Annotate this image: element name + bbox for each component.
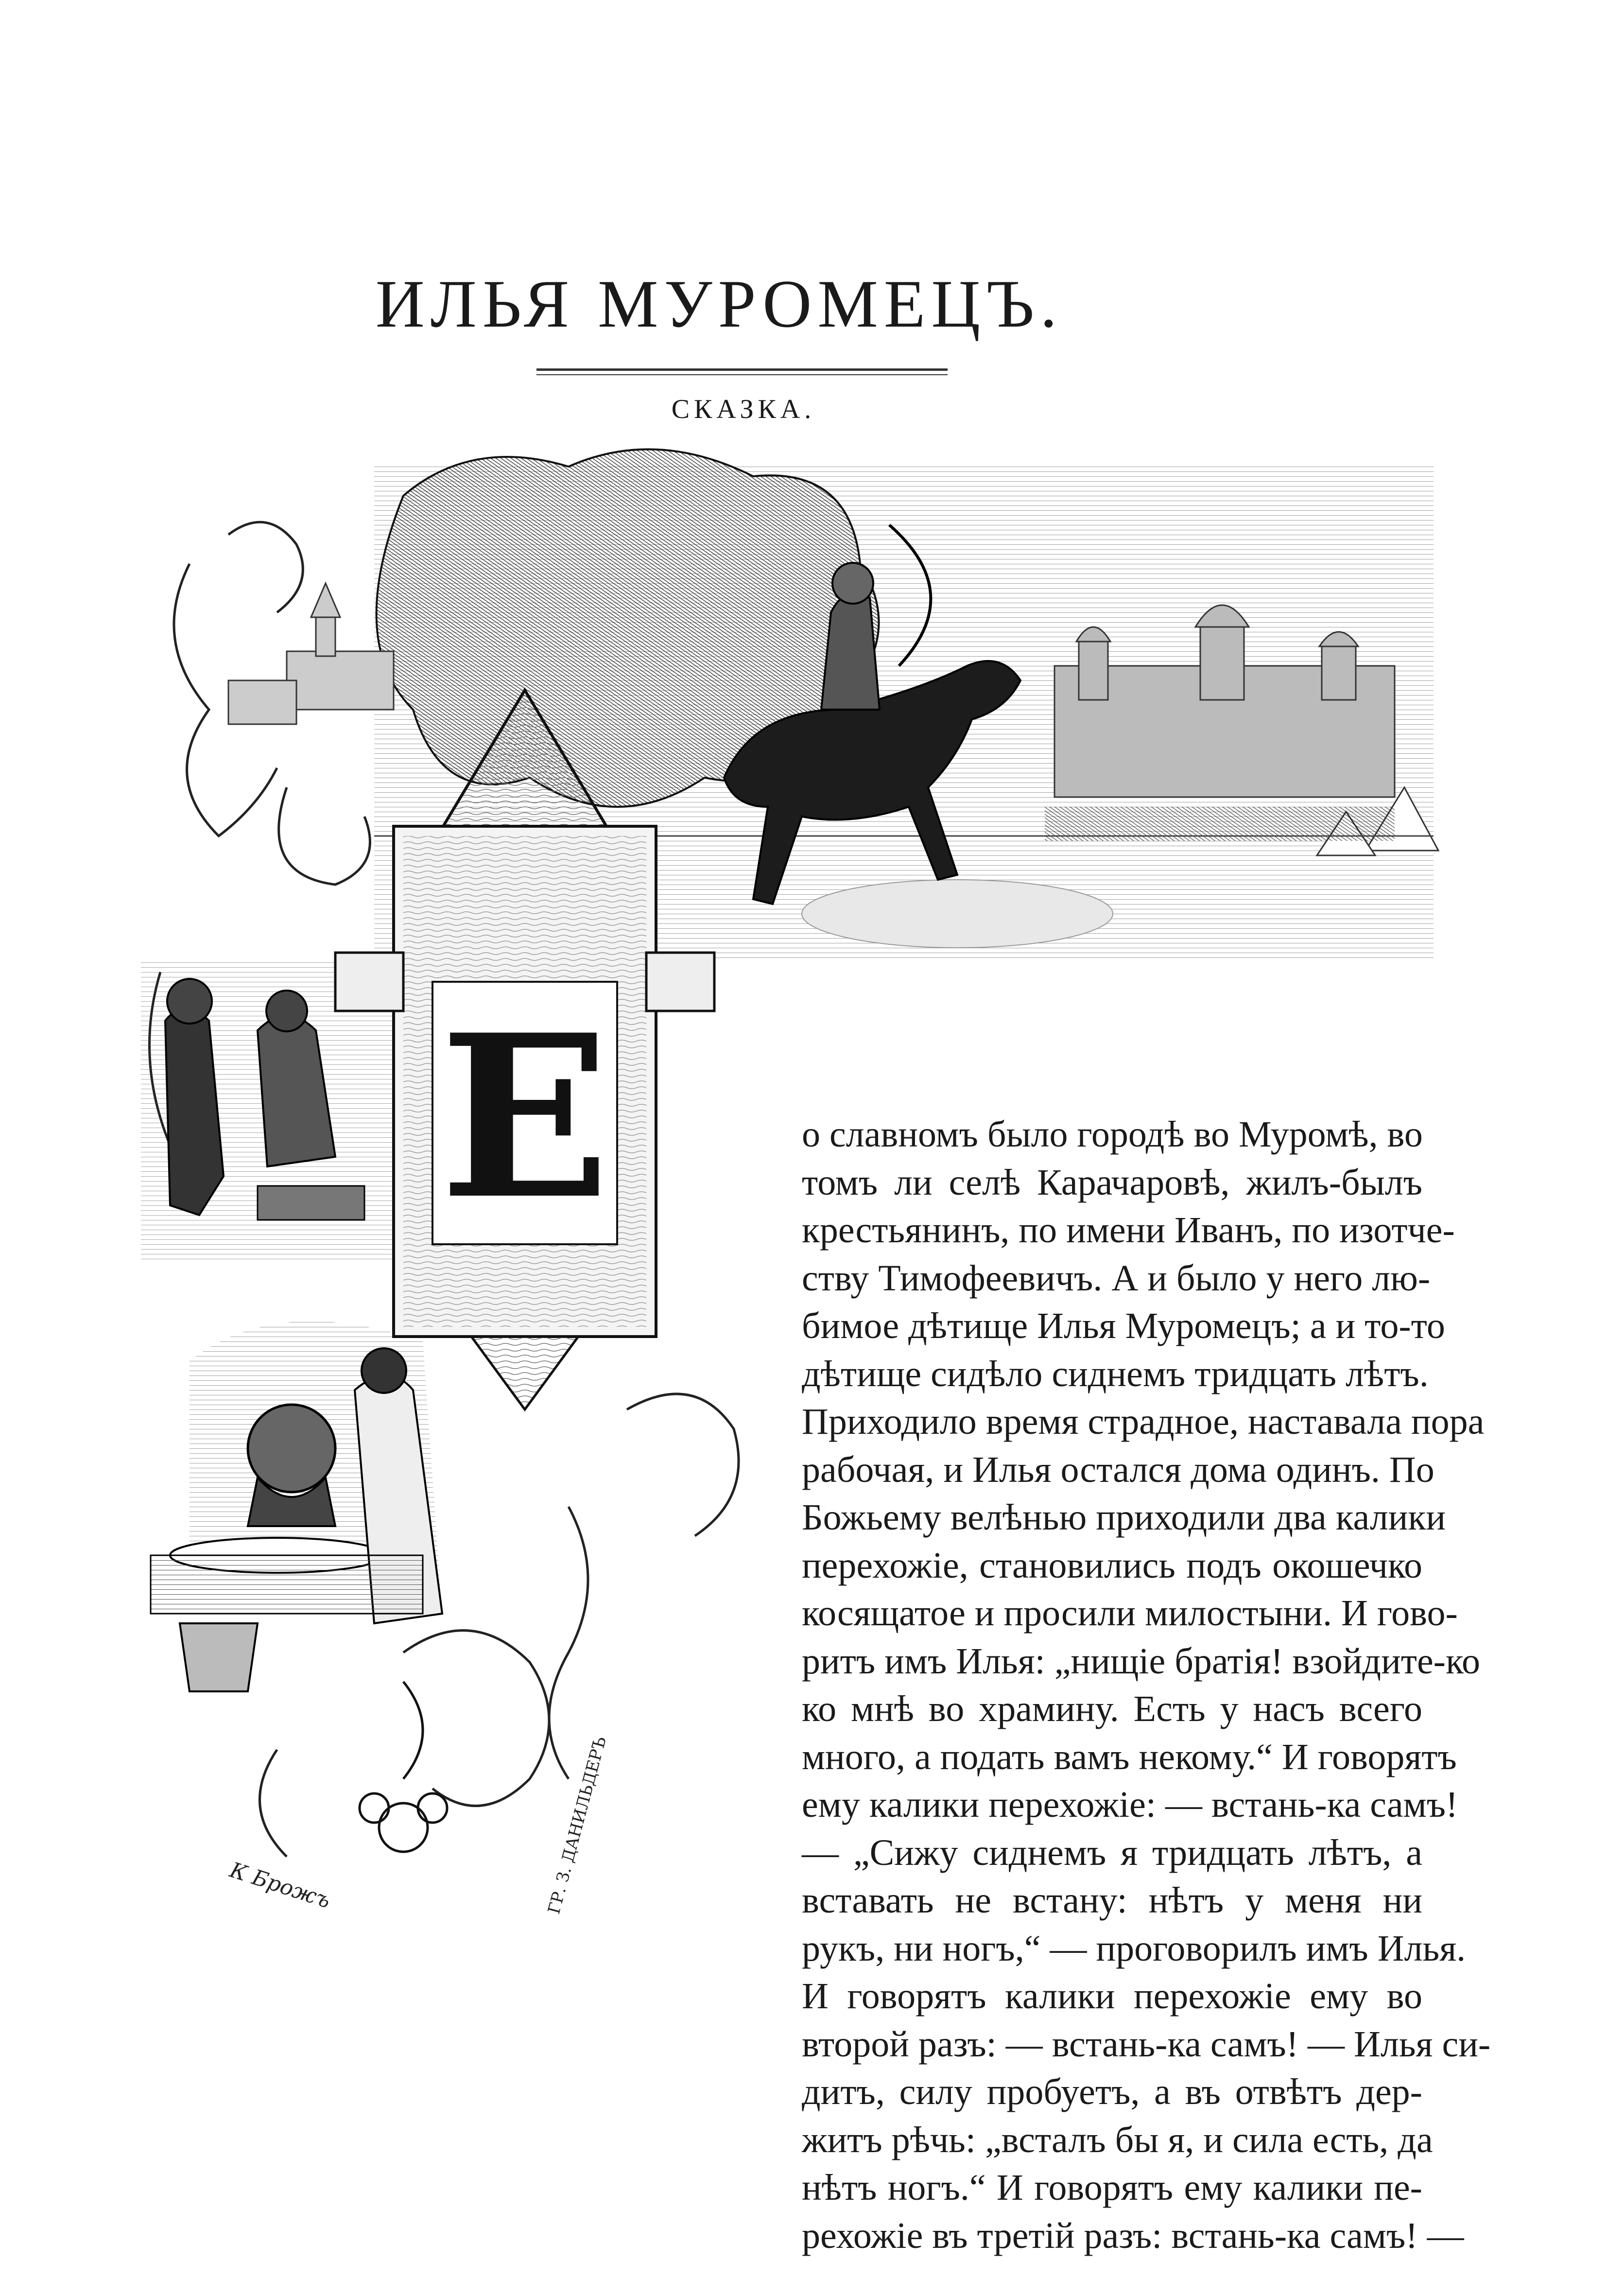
page-title: ИЛЬЯ МУРОМЕЦЪ. (375, 266, 1063, 342)
text-line: И говорятъ калики перехожіе ему во (802, 1976, 1422, 2017)
flourish-ornament (360, 1682, 447, 1852)
text-line: Божьему велѣнью приходили два калики (802, 1497, 1446, 1538)
text-line: дѣтище сидѣло сиднемъ тридцать лѣтъ. (802, 1353, 1429, 1394)
text-line: второй разъ: — встань-ка самъ! — Илья си- (802, 2023, 1491, 2065)
title-rule-thin (536, 374, 948, 375)
ilya-at-table-scene (151, 1321, 442, 1691)
text-line: косящатое и просили милостыни. И гово- (802, 1593, 1458, 1634)
text-line: ству Тимофеевичъ. А и было у него лю- (802, 1257, 1431, 1299)
text-line: бимое дѣтище Илья Муромецъ; а и то-то (802, 1305, 1445, 1346)
story-text (802, 1111, 1491, 2260)
title-rule-thick (536, 368, 948, 371)
page-subtitle: СКАЗКА. (671, 394, 816, 424)
text-line: — „Сижу сиднемъ я тридцать лѣтъ, а (802, 1832, 1422, 1873)
engraver-signature-right: ГР. З. ДАНИЛЬДЕРЪ (544, 1734, 611, 1916)
text-line: рабочая, и Илья остался дома одинъ. По (802, 1449, 1434, 1490)
fortress (1054, 605, 1395, 797)
text-line: рукъ, ни ногъ,“ — проговорилъ имъ Илья. (802, 1928, 1466, 1969)
text-line: перехожіе, становились подъ окошечко (802, 1545, 1422, 1586)
text-line: о славномъ было городѣ во Муромѣ, во (802, 1114, 1423, 1155)
text-line: ритъ имъ Илья: „нищіе братія! взойдите-ко (802, 1640, 1481, 1682)
text-line: Приходило время страдное, наставала пора (802, 1401, 1485, 1442)
text-line: дитъ, силу пробуетъ, а въ отвѣтъ дер- (802, 2071, 1422, 2112)
text-line: ему калики перехожіе: — встань-ка самъ! (802, 1784, 1458, 1825)
village-background (228, 583, 394, 724)
text-line: вставать не встану: нѣтъ у меня ни (802, 1880, 1422, 1921)
text-line: крестьянинъ, по имени Иванъ, по изотче- (802, 1210, 1455, 1251)
text-line: житъ рѣчь: „всталъ бы я, и сила есть, да (802, 2119, 1433, 2160)
initial-letter: Е (439, 986, 610, 1249)
text-line: томъ ли селѣ Карачаровѣ, жилъ-былъ (802, 1162, 1422, 1203)
text-line: нѣтъ ногъ.“ И говорятъ ему калики пе- (802, 2167, 1422, 2208)
text-line: ко мнѣ во храмину. Есть у насъ всего (802, 1688, 1422, 1729)
text-line: много, а подать вамъ некому.“ И говорятъ (802, 1736, 1457, 1777)
engraver-signature-left: К Брожъ (226, 1857, 334, 1913)
text-line: рехожіе въ третій разъ: встань-ка самъ! — (802, 2215, 1464, 2256)
